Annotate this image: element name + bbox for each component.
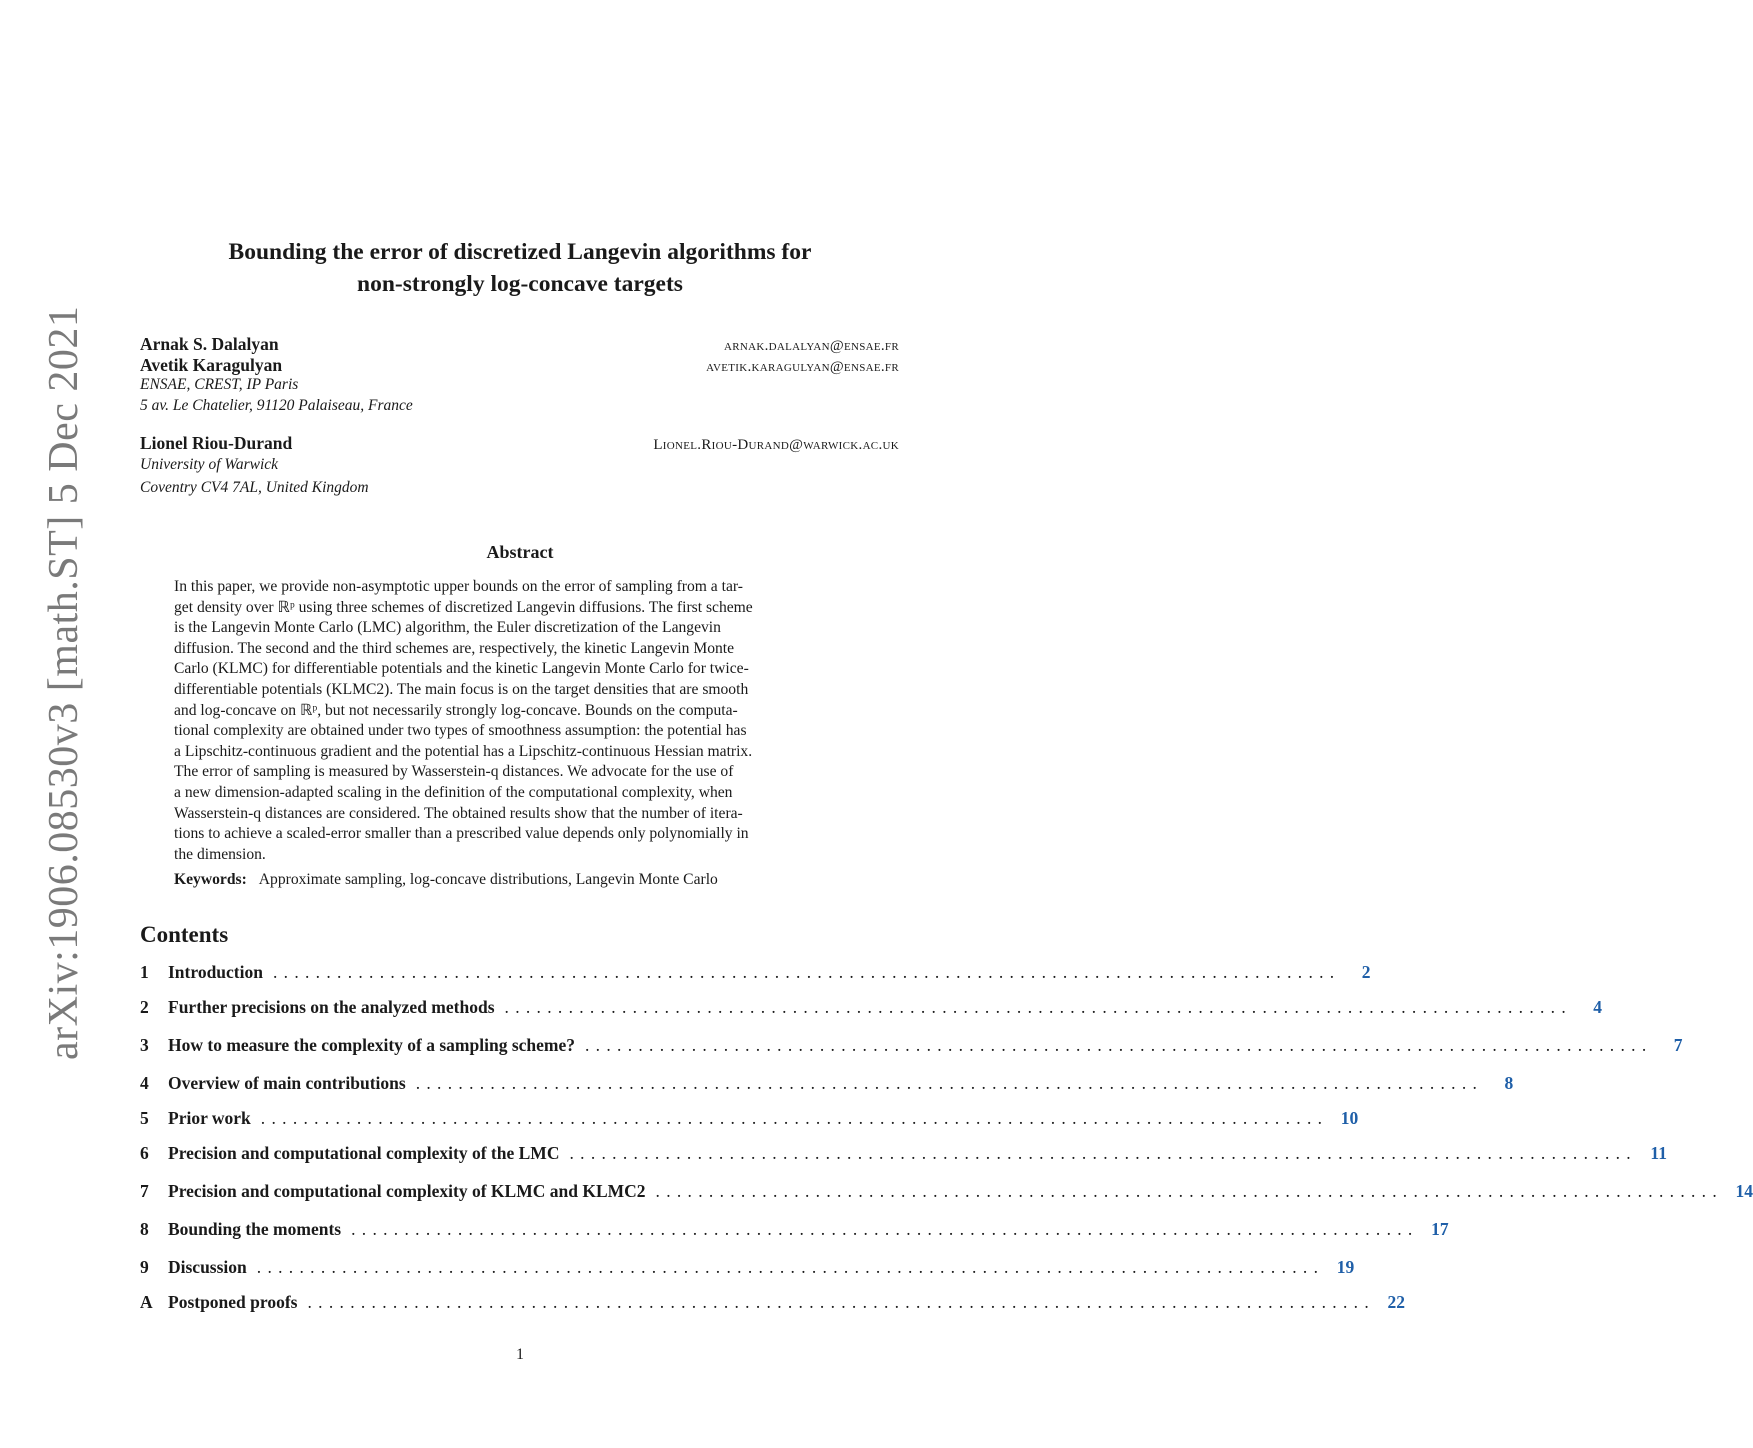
abstract-line: a new dimension-adapted scaling in the definition of the computational complexity, when <box>174 783 733 801</box>
toc-leader-dots: .................................................................................................... <box>415 1073 1484 1093</box>
toc-page-link[interactable]: 14 <box>1735 1181 1753 1201</box>
arxiv-side-stamp: arXiv:1906.08530v3 [math.ST] 5 Dec 2021 <box>41 305 87 1060</box>
toc-entry[interactable] <box>140 1108 1359 1129</box>
toc-entry[interactable] <box>140 1073 1514 1094</box>
abstract-line: In this paper, we provide non-asymptotic upper bounds on the error of sampling from a tar- <box>174 578 743 595</box>
author-name: Avetik Karagulyan <box>140 355 283 375</box>
toc-page-link[interactable]: 22 <box>1387 1292 1405 1312</box>
toc-title[interactable]: Bounding the moments <box>168 1219 342 1239</box>
author-name: Arnak S. Dalalyan <box>140 334 279 354</box>
toc-leader-dots: .................................................................................................... <box>504 997 1573 1017</box>
toc-page-link[interactable]: 10 <box>1340 1108 1359 1128</box>
toc-number: 1 <box>140 962 149 982</box>
author-email[interactable]: avetik.karagulyan@ensae.fr <box>706 359 899 375</box>
toc-leader-dots: .................................................................................................... <box>256 1257 1325 1277</box>
abstract-body <box>174 577 864 865</box>
abstract-line: a Lipschitz-continuous gradient and the potential has a Lipschitz-continuous Hessian matrix. <box>174 742 753 760</box>
toc-entry[interactable] <box>140 1181 1753 1202</box>
toc-entry[interactable] <box>140 1035 1683 1056</box>
toc-page-link[interactable]: 17 <box>1431 1219 1449 1239</box>
abstract-heading: Abstract <box>486 542 554 562</box>
author-group-2 <box>140 433 899 502</box>
toc-number: A <box>140 1292 153 1312</box>
toc-page-link[interactable]: 19 <box>1336 1257 1355 1277</box>
toc-number: 7 <box>140 1181 149 1201</box>
toc-title[interactable]: Further precisions on the analyzed methods <box>168 997 495 1017</box>
keywords <box>174 871 864 889</box>
toc-leader-dots: .................................................................................................... <box>655 1181 1724 1201</box>
toc-leader-dots: .................................................................................................... <box>569 1143 1637 1163</box>
title-line-1: Bounding the error of discretized Langevin algorithms for <box>228 239 812 265</box>
toc-leader-dots: .................................................................................................... <box>272 962 1341 982</box>
author-email[interactable]: arnak.dalalyan@ensae.fr <box>723 338 899 354</box>
abstract-line: tions to achieve a scaled-error smaller than a prescribed value depends only polynomially in <box>174 825 749 843</box>
abstract-line: is the Langevin Monte Carlo (LMC) algorithm, the Euler discretization of the Langevin <box>174 619 721 637</box>
toc-title[interactable]: Postponed proofs <box>168 1292 298 1312</box>
toc-title[interactable]: How to measure the complexity of a sampling scheme? <box>168 1035 575 1055</box>
toc-entry[interactable] <box>140 1219 1449 1240</box>
abstract-line: diffusion. The second and the third schemes are, respectively, the kinetic Langevin Monte <box>174 639 735 657</box>
address: Coventry CV4 7AL, United Kingdom <box>140 479 369 496</box>
toc-number: 5 <box>140 1108 149 1128</box>
abstract-line: differentiable potentials (KLMC2). The main focus is on the target densities that are smooth <box>174 680 749 698</box>
abstract-line: Wasserstein-q distances are considered. The obtained results show that the number of itera- <box>174 804 743 822</box>
toc-entry[interactable] <box>140 1257 1355 1278</box>
toc-leader-dots: .................................................................................................... <box>585 1035 1653 1055</box>
toc-leader-dots: .................................................................................................... <box>351 1219 1419 1239</box>
toc-title[interactable]: Discussion <box>168 1257 247 1277</box>
toc-page-link[interactable]: 4 <box>1593 997 1603 1017</box>
toc-title[interactable]: Overview of main contributions <box>168 1073 406 1093</box>
toc-title[interactable]: Precision and computational complexity of the LMC <box>168 1143 560 1163</box>
author-email[interactable]: Lionel.Riou-Durand@warwick.ac.uk <box>653 437 899 453</box>
toc-title[interactable]: Prior work <box>168 1108 251 1128</box>
toc-number: 3 <box>140 1035 149 1055</box>
toc-entry[interactable] <box>140 997 1603 1018</box>
keywords-label: Keywords: <box>174 871 247 888</box>
toc-number: 6 <box>140 1143 149 1163</box>
abstract-line: tional complexity are obtained under two types of smoothness assumption: the potential has <box>174 722 747 740</box>
address: 5 av. Le Chatelier, 91120 Palaiseau, France <box>140 397 413 414</box>
toc-number: 8 <box>140 1219 149 1239</box>
title-line-2: non-strongly log-concave targets <box>357 271 683 297</box>
toc-title[interactable]: Introduction <box>168 962 263 982</box>
toc-number: 2 <box>140 997 149 1017</box>
contents-heading: Contents <box>140 922 229 947</box>
abstract-line: the dimension. <box>174 845 266 863</box>
toc-page-link[interactable]: 2 <box>1361 962 1371 982</box>
toc-page-link[interactable]: 11 <box>1650 1143 1667 1163</box>
abstract-line: The error of sampling is measured by Wasserstein-q distances. We advocate for the use of <box>174 763 734 781</box>
toc-leader-dots: .................................................................................................... <box>307 1292 1375 1312</box>
toc-number: 4 <box>140 1073 149 1093</box>
abstract-line: get density over ℝᵖ using three schemes of discretized Langevin diffusions. The first scheme <box>174 598 753 616</box>
author-group-1 <box>140 334 899 418</box>
toc-number: 9 <box>140 1257 149 1277</box>
author-name: Lionel Riou-Durand <box>140 433 293 453</box>
toc-title[interactable]: Precision and computational complexity of KLMC and KLMC2 <box>168 1181 646 1201</box>
paper-title <box>100 236 940 300</box>
affiliation: University of Warwick <box>140 456 279 473</box>
page-number: 1 <box>516 1346 524 1363</box>
abstract-line: Carlo (KLMC) for differentiable potentials and the kinetic Langevin Monte Carlo for twice- <box>174 660 749 678</box>
toc-page-link[interactable]: 8 <box>1504 1073 1514 1093</box>
toc-entry[interactable] <box>140 1143 1667 1164</box>
toc-page-link[interactable]: 7 <box>1673 1035 1683 1055</box>
affiliation: ENSAE, CREST, IP Paris <box>140 376 299 393</box>
toc-entry[interactable] <box>140 1292 1405 1313</box>
toc-entry[interactable] <box>140 962 1371 983</box>
toc-leader-dots: .................................................................................................... <box>260 1108 1329 1128</box>
keywords-text: Approximate sampling, log-concave distributions, Langevin Monte Carlo <box>258 871 718 888</box>
abstract-line: and log-concave on ℝᵖ, but not necessarily strongly log-concave. Bounds on the computa- <box>174 701 738 719</box>
